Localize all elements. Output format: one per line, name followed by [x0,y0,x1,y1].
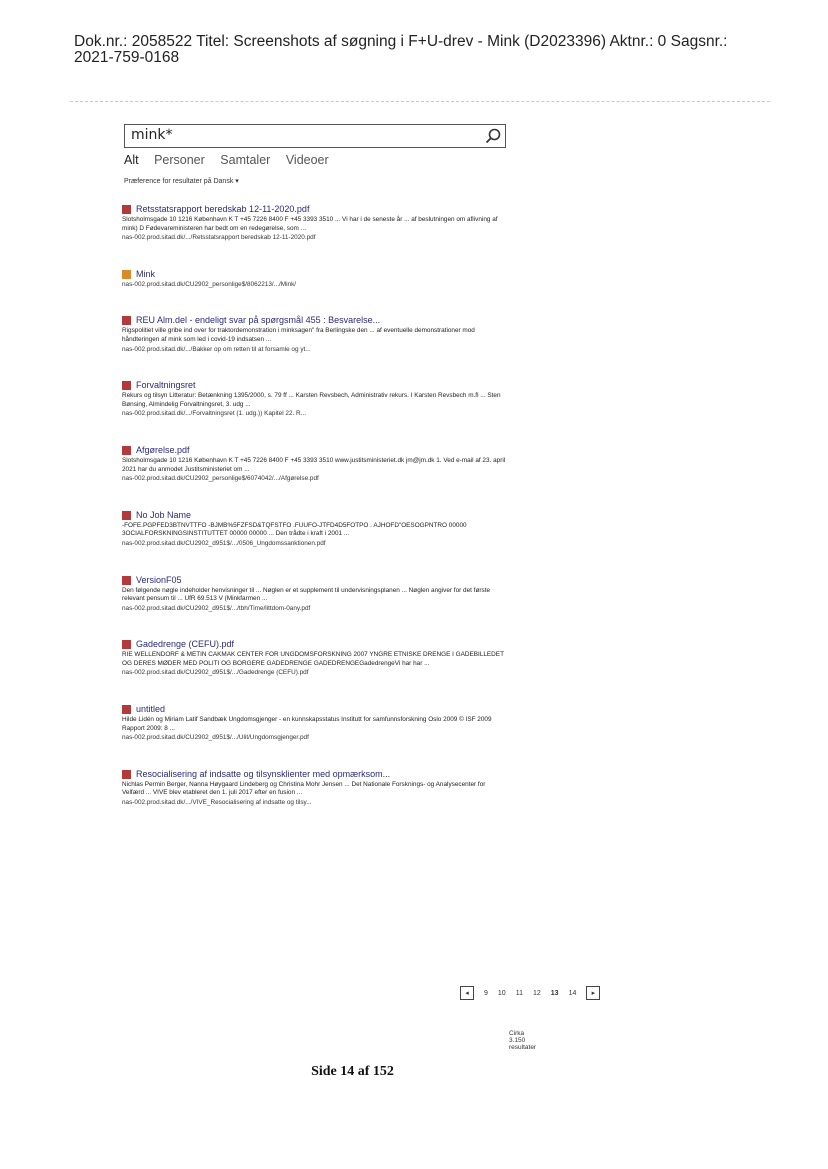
search-result [122,204,506,243]
search-result [122,380,506,419]
result-url: nas-002.prod.sitad.dk/CU2902_d951$/.../tbh/Time/littdom-0any.pdf [122,604,311,612]
doc-icon [122,705,131,714]
result-title[interactable]: No Job Name [136,509,192,520]
search-result [122,269,506,290]
page-link[interactable]: 9 [484,989,488,997]
search-result [122,315,506,354]
search-result [122,704,506,743]
result-url: nas-002.prod.sitad.dk/CU2902_d951$/.../Ulit/Ungdomsgjenger.pdf [122,734,309,742]
pdf-icon [122,446,131,455]
page-link[interactable]: 11 [515,989,523,997]
pagination [460,986,600,1000]
result-count: Cirka 3.150 resultater [509,1030,537,1051]
result-snippet: -FOFE.PGPFED3BTNVTTFO -BJMB%5FZFSD&TQFSTFO .FUUFO-JTFD4D5FOTPO . AJHOFD"OESOGPNTRO 00000 3OCIALFORSKNINGSINSTITUTTET 00000 00000 ... Den trådte i kraft i 2001 ... [122,521,467,538]
pdf-icon [122,770,131,779]
pdf-icon [122,640,131,649]
result-url: nas-002.prod.sitad.dk/CU2902_d951$/.../0506_Ungdomssanktionen.pdf [122,539,326,547]
result-url: nas-002.prod.sitad.dk/CU2902_personlige$/8062213/.../Mink/ [122,280,297,288]
result-snippet: Den følgende nøgle indeholder henvisninger til ... Nøglen er et supplement til undervisningsplanen ... Nøglen angiver for det første relevant pensum til ... UfR 69.513 V (Minkfarmen ... [122,586,491,603]
result-url: nas-002.prod.sitad.dk/.../Retsstatsrapport beredskab 12-11-2020.pdf [122,234,316,242]
result-url: nas-002.prod.sitad.dk/.../Bakker op om retten til at forsamle og yt... [122,345,311,353]
tab-samtaler[interactable]: Samtaler [220,153,271,167]
current-page-link[interactable]: 13 [550,989,559,997]
result-title[interactable]: Forvaltningsret [136,380,196,391]
next-page-button[interactable]: ▸ [586,986,600,1000]
search-icon[interactable] [484,127,502,145]
result-snippet: Rekurs og tilsyn Litteratur: Betænkning 1395/2000, s. 79 ff ... Karsten Revsbech, Administrativ rekurs. I Karsten Revsbech m.fl ... Sten Bønsing, Almindelig Forvaltningsret, 3. udg ... [122,392,501,408]
tab-alt[interactable]: Alt [124,153,139,167]
document-header-line-1: Dok.nr.: 2058522 Titel: Screenshots af søgning i F+U-drev - Mink (D2023396) Aktnr.: 0 Sagsnr.: [74,33,728,50]
result-title[interactable]: Resocialisering af indsatte og tilsynsklienter med opmærksom... [136,768,391,779]
tab-personer[interactable]: Personer [154,153,205,167]
result-title[interactable]: Afgørelse.pdf [136,444,190,455]
result-snippet: Nichlas Permin Berger, Nanna Høygaard Lindeberg og Christina Mohr Jensen ... Det Nationale Forsknings- og Analysecenter for Velfærd ... VIVE blev etableret den 1. juli 2017 efter en fusion ... [122,780,486,797]
document-header-line-2: 2021-759-0168 [74,49,180,66]
result-title[interactable]: Gadedrenge (CEFU).pdf [136,639,235,650]
doc-icon [122,511,131,520]
language-preference[interactable]: Præference for resultater på Dansk ▾ [124,178,239,185]
doc-icon [122,381,131,390]
search-result [122,445,506,484]
result-title[interactable]: Mink [136,268,156,279]
doc-icon [122,316,131,325]
tab-videoer[interactable]: Videoer [285,153,329,167]
doc-icon [122,576,131,585]
search-result [122,639,506,678]
result-url: nas-002.prod.sitad.dk/CU2902_personlige$/6074042/.../Afgørelse.pdf [122,475,319,483]
result-snippet: RIE WELLENDORF & METIN CAKMAK CENTER FOR UNGDOMSFORSKNING 2007 YNGRE ETNISKE DRENGE I GADEBILLEDET OG DERES MØDER MED POLITI OG BORGERE GADEDRENGE GADEDRENGEGadedrengeVi har har ... [122,651,504,667]
result-title[interactable]: Retsstatsrapport beredskab 12-11-2020.pdf [136,204,310,214]
result-title[interactable]: REU Alm.del - endeligt svar på spørgsmål 455 : Besvarelse... [136,315,381,326]
result-snippet: Slotsholmsgade 10 1216 København K T +45 7226 8400 F +45 3393 3510 www.justitsministeriet.dk jm@jm.dk 1. Ved e-mail af 23. april 2021 har du anmodet Justitsministeriet om ... [122,456,506,473]
search-input[interactable] [124,124,506,148]
search-tabs [124,153,341,167]
result-url: nas-002.prod.sitad.dk/.../VIVE_Resocialisering af indsatte og tilsy... [122,799,312,807]
page-link[interactable]: 12 [532,989,541,997]
result-title[interactable]: VersionF05 [136,574,182,585]
search-result [122,769,506,808]
page-link[interactable]: 10 [497,989,506,997]
search-query[interactable]: mink* [131,127,173,143]
search-result [122,575,506,614]
result-url: nas-002.prod.sitad.dk/.../Forvaltningsret (1. udg.)) Kapitel 22. R... [122,410,306,418]
pdf-icon [122,205,131,214]
search-result [122,510,506,549]
result-title[interactable]: untitled [136,704,166,715]
previous-page-button[interactable]: ◂ [460,986,474,1000]
result-url: nas-002.prod.sitad.dk/CU2902_d951$/.../Gadedrenge (CEFU).pdf [122,669,309,677]
page-link[interactable]: 14 [568,989,577,997]
document-header [74,34,794,66]
page-number: Side 14 af 152 [311,1064,394,1079]
result-snippet: Hilde Lidén og Miriam Latif Sandbæk Ungdomsgjenger - en kunnskapsstatus Institutt for samfunnsforskning Oslo 2009 © ISF 2009 Rapport 2009: 8 ... [122,716,492,732]
folder-icon [122,270,131,279]
results-list [122,204,506,834]
result-snippet: Slotsholmsgade 10 1216 København K T +45 7226 8400 F +45 3393 3510 ... Vi har i de seneste år ... af beslutningen om aflivning af mink) D Fødevareministeren har bedt om en redegørelse, som ... [122,216,498,232]
header-divider [70,101,770,102]
result-snippet: Rigspolitiet ville gribe ind over for traktordemonstration i minksagen" fra Berlingske den ... af eventuelle demonstrationer mod håndteringen af mink som led i covid-19 indsatsen ... [122,327,475,343]
